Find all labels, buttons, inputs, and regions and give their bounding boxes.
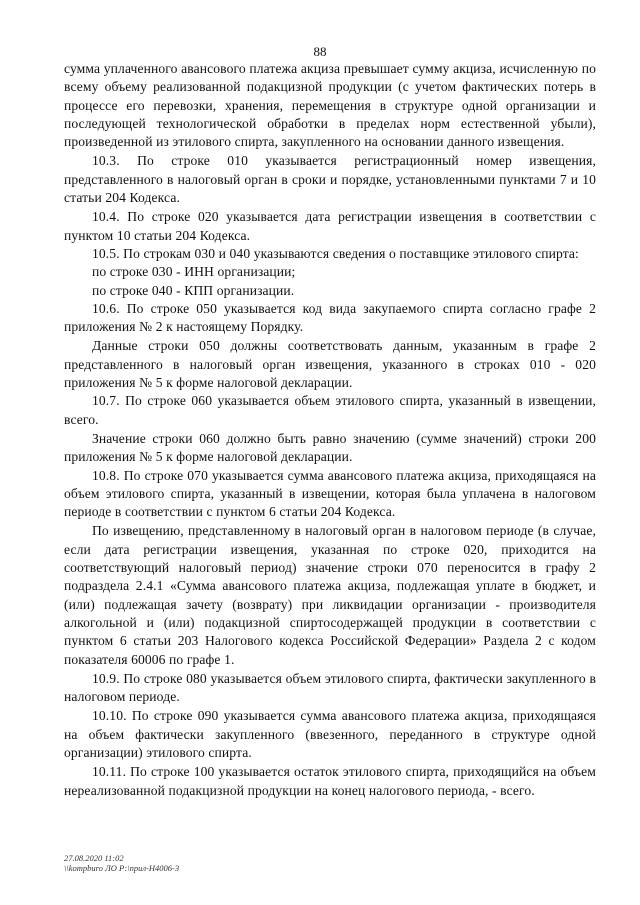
paragraph-line-040: по строке 040 - КПП организации. [92, 282, 295, 298]
paragraph-notice-transfer: По извещению, представленному в налоговый орган в налоговом периоде (в случае, если дата регистрации извещения, указанная по строке 020, приходится на соответствующий налоговый период) значение строки 070 переносится в графу 2 подраздела 2.4.1 «Сумма авансового платежа акциза, подлежащая уплате в бюджет, и (или) подлежащая зачету (возврату) при ликвидации организации - производителя алкогольной и (или) подакцизной спиртосодержащей продукции в соответствии с пунктом 6 статьи 203 Налогового кодекса Российской Федерации» Раздела 2 с кодом показателя 60006 по графе 1. [64, 523, 596, 667]
paragraph-10-7: 10.7. По строке 060 указывается объем этилового спирта, указанный в извещении, всего. [64, 393, 596, 427]
document-body [64, 60, 596, 800]
paragraph-10-4: 10.4. По строке 020 указывается дата регистрации извещения в соответствии с пунктом 10 статьи 204 Кодекса. [64, 209, 596, 243]
paragraph-line-050-data: Данные строки 050 должны соответствовать данным, указанным в графе 2 представленного в налоговый орган извещения, указанного в строках 010 - 020 приложения № 5 к форме налоговой декларации. [64, 338, 596, 391]
paragraph-continuation: сумма уплаченного авансового платежа акциза превышает сумму акциза, исчисленную по всему объему реализованной подакцизной продукции (с учетом фактических потерь в процессе его перевозки, хранения, перемещения в структуре одной организации и последующей технологической обработки в пределах норм естественной убыли), произведенной из этилового спирта, закупленного на основании данного извещения. [64, 61, 596, 150]
paragraph-10-9: 10.9. По строке 080 указывается объем этилового спирта, фактически закупленного в налоговом периоде. [64, 670, 596, 705]
paragraph-10-3: 10.3. По строке 010 указывается регистрационный номер извещения, представленного в налоговый орган в сроки и порядке, установленными пунктами 7 и 10 статьи 204 Кодекса. [64, 153, 596, 206]
paragraph-10-10: 10.10. По строке 090 указывается сумма авансового платежа акциза, приходящаяся на объем фактически закупленного (ввезенного, переданного в структуре одной организации) этилового спирта. [64, 708, 596, 760]
paragraph-line-060-value: Значение строки 060 должно быть равно значению (сумме значений) строки 200 приложения № 5 к форме налоговой декларации. [64, 430, 596, 465]
paragraph-10-5: 10.5. По строкам 030 и 040 указываются сведения о поставщике этилового спирта: [92, 245, 579, 261]
page-number: 88 [313, 44, 327, 59]
paragraph-10-8: 10.8. По строке 070 указывается сумма авансового платежа акциза, приходящаяся на объем этилового спирта, указанный в извещении, которая была уплачена в налоговом периоде в соответствии с пунктом 6 статьи 204 Кодекса. [64, 467, 596, 520]
footer-file-path: \\kompburo ЛО Р:\прил-Н4006-3 [64, 863, 180, 873]
paragraph-line-030: по строке 030 - ИНН организации; [92, 264, 296, 280]
footer [64, 853, 179, 873]
footer-timestamp: 27.08.2020 11:02 [64, 853, 124, 863]
paragraph-10-11: 10.11. По строке 100 указывается остаток этилового спирта, приходящийся на объем нереализованной подакцизной продукции на конец налогового периода, - всего. [64, 764, 596, 798]
paragraph-10-6: 10.6. По строке 050 указывается код вида закупаемого спирта согласно графе 2 приложения № 2 к настоящему Порядку. [64, 300, 596, 335]
